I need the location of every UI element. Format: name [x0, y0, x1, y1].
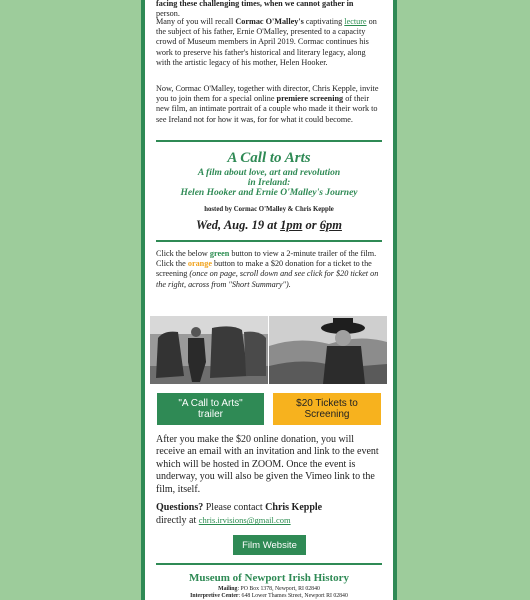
- para1-name: Cormac O'Malley's: [235, 17, 304, 26]
- divider: [156, 240, 382, 242]
- para2-bold: premiere screening: [276, 94, 344, 104]
- para2-pre: Now, Cormac O'Malley, together with director, Chris Kepple, invite you to join them for a special online: [156, 84, 379, 104]
- ticket-label-2: Screening: [304, 409, 350, 420]
- time-2: 6pm: [319, 218, 342, 232]
- questions-label: Questions?: [156, 502, 204, 513]
- photo-helen: [269, 316, 387, 384]
- film-subtitle-1: A film about love, art and revolution: [197, 168, 341, 178]
- instr-p1: Click the below: [156, 249, 210, 258]
- mailing-text: : PO Box 1378, Newport, RI 02840: [237, 586, 320, 592]
- mailing-address: [145, 586, 393, 593]
- instr-p2: button to view a 2-minute trailer of the film. Click the: [156, 249, 377, 269]
- intro-line1: facing these challenging times, when we cannot gather in: [156, 0, 354, 8]
- trailer-button[interactable]: [157, 393, 264, 425]
- lecture-link[interactable]: lecture: [344, 17, 367, 26]
- instr-p4-italic: (once on page, scroll down and see click for $20 ticket on the right, across from "Short Summary").: [156, 269, 379, 289]
- center-text: : 648 Lower Thames Street, Newport RI 02840: [238, 593, 348, 599]
- para1-pre: Many of you will recall: [156, 17, 236, 26]
- film-subtitle-2: in Ireland:: [247, 178, 291, 188]
- film-title: A Call to Arts: [227, 150, 311, 166]
- para1-post: captivating: [303, 17, 343, 26]
- after-text: After you make the $20 online donation, you will receive an email with an invitation and link to the event which will be hosted in ZOOM. Once the event is underway, you will also be given the Vimeo link to the film, itself.: [156, 434, 379, 495]
- questions-paragraph: [156, 502, 382, 528]
- divider: [156, 140, 382, 142]
- ticket-button[interactable]: [273, 393, 381, 425]
- instr-p3: button to make a $20 donation for a ticket to the screening: [156, 259, 372, 279]
- divider: [156, 563, 382, 565]
- intro-paragraph-1: [156, 17, 382, 68]
- contact-email-link[interactable]: chris.irvisions@gmail.com: [198, 515, 291, 526]
- questions-direct: directly at: [156, 515, 199, 527]
- film-subtitle-3: Helen Hooker and Ernie O'Malley's Journey: [180, 188, 358, 198]
- center-address: [145, 593, 393, 600]
- questions-mid: Please contact: [203, 502, 266, 513]
- intro-paragraph-2: [156, 84, 382, 125]
- time-1: 1pm: [280, 218, 303, 232]
- instr-orange-word: orange: [187, 259, 212, 269]
- event-date: [145, 218, 393, 233]
- film-website-button[interactable]: Film Website: [233, 535, 306, 555]
- center-label: Interpretive Center: [190, 593, 239, 599]
- after-donation-paragraph: [156, 434, 382, 496]
- photo-ernie: [150, 316, 268, 384]
- newsletter-card: [141, 0, 397, 600]
- intro-line2: person.: [156, 9, 180, 19]
- ticket-label-1: $20 Tickets to: [296, 398, 358, 409]
- museum-name: Museum of Newport Irish History: [188, 572, 350, 584]
- date-or: or: [302, 218, 320, 232]
- para1-rest: on the subject of his father, Ernie O'Malley, presented to a capacity crowd of Museum members in April 2019. Cormac continues his work to preserve his father's historical and literary legacy, along with the artistic legacy of his mother, Helen Hooker.: [156, 17, 377, 67]
- mailing-label: Mailing: [218, 586, 238, 592]
- trailer-label-2: trailer: [197, 409, 223, 420]
- instr-green-word: green: [209, 249, 230, 258]
- para2-post: of their new film, an intimate portrait of a couple who made it their work to see Ireland not for how it was, for for what it could become.: [156, 94, 378, 124]
- instructions-paragraph: [156, 249, 382, 290]
- trailer-label-1: "A Call to Arts": [178, 398, 243, 409]
- contact-name: Chris Kepple: [265, 502, 323, 513]
- date-pre: Wed, Aug. 19 at: [196, 218, 281, 232]
- hosted-by: hosted by Cormac O'Malley & Chris Kepple: [204, 206, 334, 213]
